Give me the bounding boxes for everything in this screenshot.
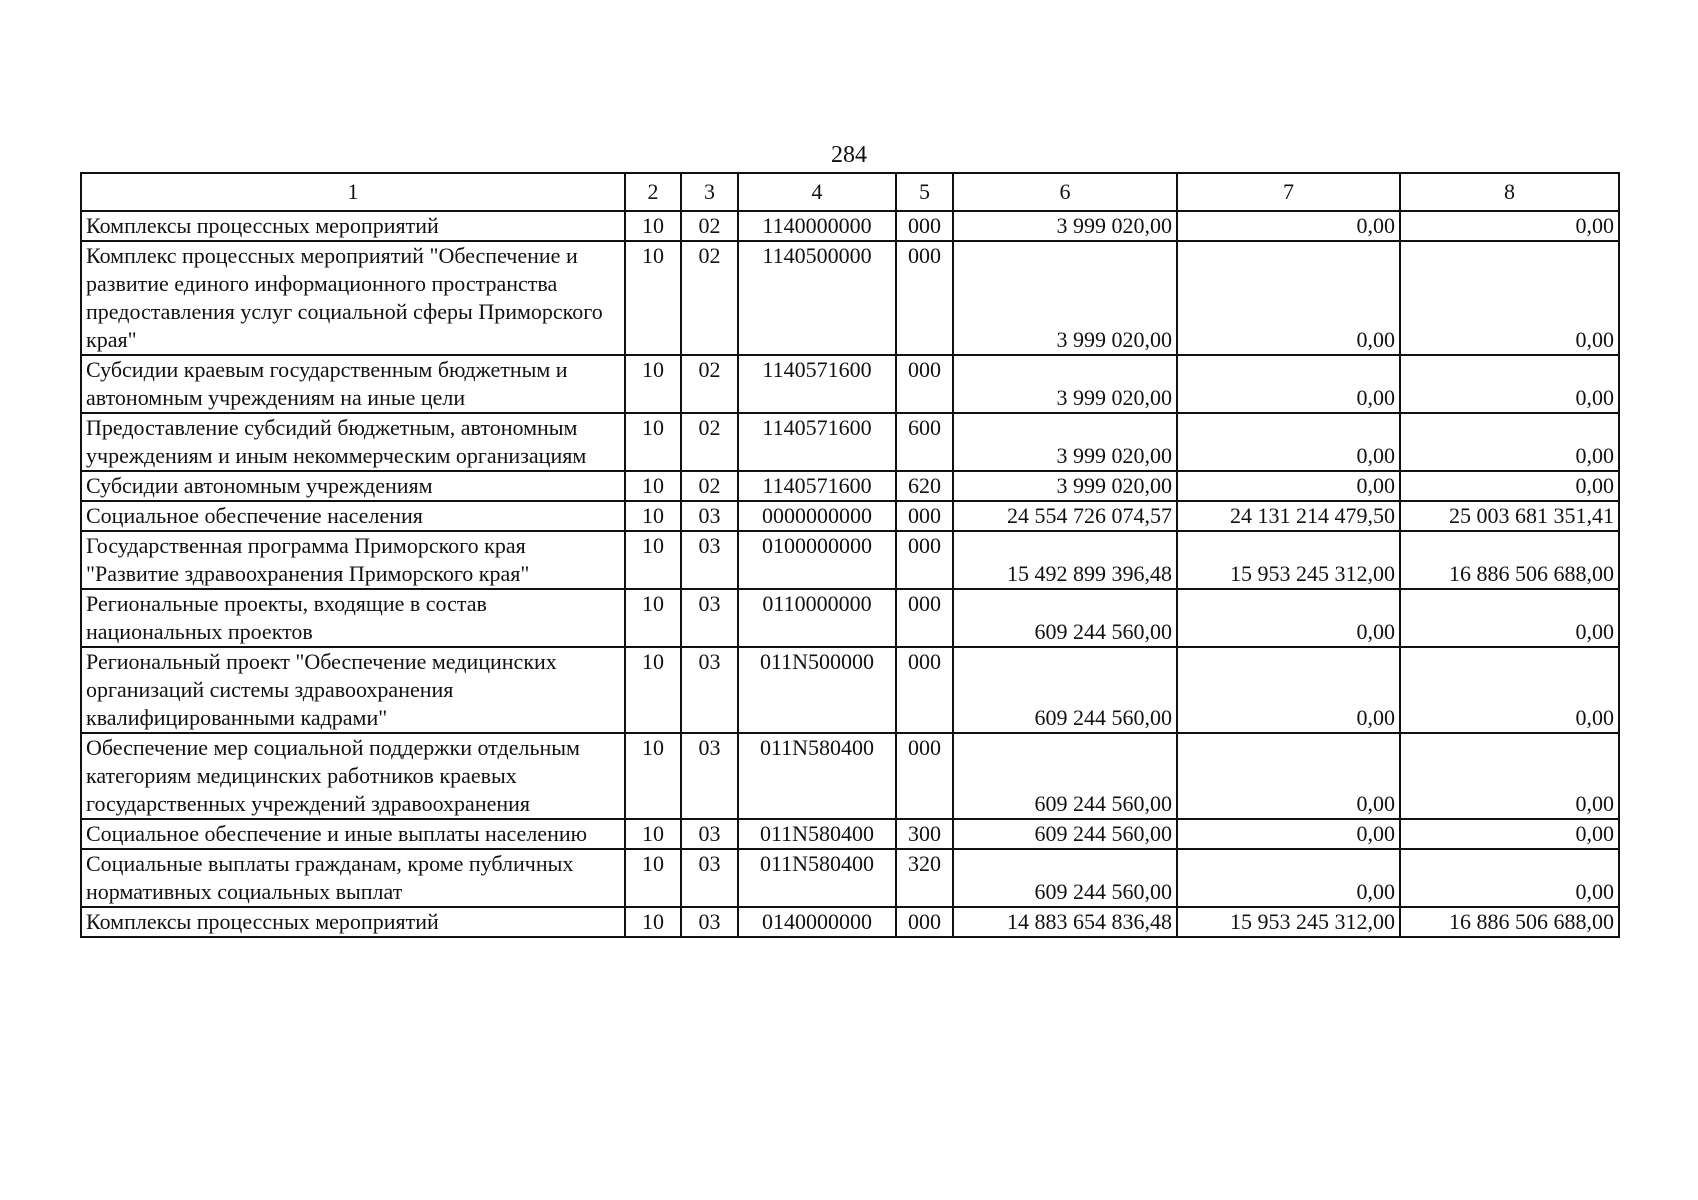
expense-type-cell: 000 bbox=[896, 647, 953, 733]
subsection-cell: 03 bbox=[681, 531, 738, 589]
amount-col6-cell: 24 554 726 074,57 bbox=[953, 501, 1177, 531]
expense-type-cell: 620 bbox=[896, 471, 953, 501]
amount-col6-cell: 15 492 899 396,48 bbox=[953, 531, 1177, 589]
section-cell: 10 bbox=[625, 501, 681, 531]
amount-col8-cell: 0,00 bbox=[1400, 647, 1619, 733]
amount-col8-cell: 0,00 bbox=[1400, 211, 1619, 241]
section-cell: 10 bbox=[625, 355, 681, 413]
expense-type-cell: 000 bbox=[896, 241, 953, 355]
row-name-cell: Социальное обеспечение населения bbox=[81, 501, 625, 531]
table-row bbox=[81, 849, 1619, 907]
section-cell: 10 bbox=[625, 907, 681, 937]
amount-col6-cell: 3 999 020,00 bbox=[953, 241, 1177, 355]
header-cell: 7 bbox=[1177, 173, 1400, 211]
amount-col8-cell: 0,00 bbox=[1400, 413, 1619, 471]
row-name-cell: Социальное обеспечение и иные выплаты населению bbox=[81, 819, 625, 849]
target-article-cell: 1140500000 bbox=[738, 241, 896, 355]
target-article-cell: 0140000000 bbox=[738, 907, 896, 937]
amount-col8-cell: 0,00 bbox=[1400, 849, 1619, 907]
expense-type-cell: 320 bbox=[896, 849, 953, 907]
amount-col8-cell: 0,00 bbox=[1400, 241, 1619, 355]
section-cell: 10 bbox=[625, 211, 681, 241]
table-row bbox=[81, 355, 1619, 413]
amount-col7-cell: 0,00 bbox=[1177, 819, 1400, 849]
target-article-cell: 011N580400 bbox=[738, 849, 896, 907]
target-article-cell: 1140000000 bbox=[738, 211, 896, 241]
amount-col7-cell: 0,00 bbox=[1177, 471, 1400, 501]
target-article-cell: 011N580400 bbox=[738, 733, 896, 819]
amount-col8-cell: 0,00 bbox=[1400, 733, 1619, 819]
row-name-cell: Государственная программа Приморского края "Развитие здравоохранения Приморского края" bbox=[81, 531, 625, 589]
amount-col7-cell: 0,00 bbox=[1177, 733, 1400, 819]
subsection-cell: 03 bbox=[681, 501, 738, 531]
target-article-cell: 1140571600 bbox=[738, 471, 896, 501]
target-article-cell: 011N500000 bbox=[738, 647, 896, 733]
expense-type-cell: 000 bbox=[896, 907, 953, 937]
table-row bbox=[81, 589, 1619, 647]
amount-col8-cell: 16 886 506 688,00 bbox=[1400, 531, 1619, 589]
target-article-cell: 1140571600 bbox=[738, 355, 896, 413]
table-row bbox=[81, 241, 1619, 355]
amount-col8-cell: 0,00 bbox=[1400, 819, 1619, 849]
expense-type-cell: 000 bbox=[896, 589, 953, 647]
subsection-cell: 02 bbox=[681, 211, 738, 241]
header-cell: 1 bbox=[81, 173, 625, 211]
expense-type-cell: 600 bbox=[896, 413, 953, 471]
row-name-cell: Субсидии автономным учреждениям bbox=[81, 471, 625, 501]
row-name-cell: Комплексы процессных мероприятий bbox=[81, 211, 625, 241]
table-row bbox=[81, 501, 1619, 531]
row-name-cell: Социальные выплаты гражданам, кроме публичных нормативных социальных выплат bbox=[81, 849, 625, 907]
row-name-cell: Обеспечение мер социальной поддержки отдельным категориям медицинских работников краевых государственных учреждений здравоохранения bbox=[81, 733, 625, 819]
target-article-cell: 1140571600 bbox=[738, 413, 896, 471]
subsection-cell: 03 bbox=[681, 733, 738, 819]
amount-col7-cell: 15 953 245 312,00 bbox=[1177, 531, 1400, 589]
subsection-cell: 02 bbox=[681, 413, 738, 471]
row-name-cell: Субсидии краевым государственным бюджетным и автономным учреждениям на иные цели bbox=[81, 355, 625, 413]
table-row bbox=[81, 907, 1619, 937]
row-name-cell: Комплексы процессных мероприятий bbox=[81, 907, 625, 937]
target-article-cell: 0110000000 bbox=[738, 589, 896, 647]
table-row bbox=[81, 471, 1619, 501]
subsection-cell: 02 bbox=[681, 471, 738, 501]
amount-col7-cell: 0,00 bbox=[1177, 589, 1400, 647]
section-cell: 10 bbox=[625, 647, 681, 733]
row-name-cell: Региональные проекты, входящие в состав национальных проектов bbox=[81, 589, 625, 647]
budget-table bbox=[80, 172, 1620, 938]
amount-col6-cell: 3 999 020,00 bbox=[953, 355, 1177, 413]
amount-col6-cell: 609 244 560,00 bbox=[953, 647, 1177, 733]
amount-col6-cell: 609 244 560,00 bbox=[953, 733, 1177, 819]
amount-col7-cell: 0,00 bbox=[1177, 413, 1400, 471]
section-cell: 10 bbox=[625, 531, 681, 589]
amount-col6-cell: 3 999 020,00 bbox=[953, 471, 1177, 501]
header-cell: 4 bbox=[738, 173, 896, 211]
header-cell: 3 bbox=[681, 173, 738, 211]
header-row bbox=[81, 173, 1619, 211]
amount-col6-cell: 14 883 654 836,48 bbox=[953, 907, 1177, 937]
amount-col8-cell: 0,00 bbox=[1400, 471, 1619, 501]
subsection-cell: 02 bbox=[681, 241, 738, 355]
amount-col8-cell: 25 003 681 351,41 bbox=[1400, 501, 1619, 531]
amount-col6-cell: 609 244 560,00 bbox=[953, 849, 1177, 907]
section-cell: 10 bbox=[625, 849, 681, 907]
amount-col8-cell: 0,00 bbox=[1400, 355, 1619, 413]
table-row bbox=[81, 733, 1619, 819]
table-row bbox=[81, 819, 1619, 849]
amount-col8-cell: 0,00 bbox=[1400, 589, 1619, 647]
subsection-cell: 03 bbox=[681, 849, 738, 907]
amount-col7-cell: 0,00 bbox=[1177, 647, 1400, 733]
amount-col7-cell: 0,00 bbox=[1177, 241, 1400, 355]
section-cell: 10 bbox=[625, 241, 681, 355]
amount-col6-cell: 609 244 560,00 bbox=[953, 819, 1177, 849]
row-name-cell: Региональный проект "Обеспечение медицинских организаций системы здравоохранения квалифицированными кадрами" bbox=[81, 647, 625, 733]
row-name-cell: Комплекс процессных мероприятий "Обеспечение и развитие единого информационного пространства предоставления услуг социальной сферы Приморского края" bbox=[81, 241, 625, 355]
header-cell: 6 bbox=[953, 173, 1177, 211]
subsection-cell: 03 bbox=[681, 647, 738, 733]
section-cell: 10 bbox=[625, 733, 681, 819]
amount-col7-cell: 0,00 bbox=[1177, 211, 1400, 241]
section-cell: 10 bbox=[625, 471, 681, 501]
header-cell: 8 bbox=[1400, 173, 1619, 211]
expense-type-cell: 000 bbox=[896, 211, 953, 241]
table-row bbox=[81, 647, 1619, 733]
amount-col8-cell: 16 886 506 688,00 bbox=[1400, 907, 1619, 937]
expense-type-cell: 000 bbox=[896, 501, 953, 531]
amount-col7-cell: 0,00 bbox=[1177, 355, 1400, 413]
expense-type-cell: 000 bbox=[896, 531, 953, 589]
subsection-cell: 02 bbox=[681, 355, 738, 413]
expense-type-cell: 000 bbox=[896, 733, 953, 819]
row-name-cell: Предоставление субсидий бюджетным, автономным учреждениям и иным некоммерческим организациям bbox=[81, 413, 625, 471]
target-article-cell: 0100000000 bbox=[738, 531, 896, 589]
amount-col7-cell: 24 131 214 479,50 bbox=[1177, 501, 1400, 531]
table-row bbox=[81, 531, 1619, 589]
amount-col7-cell: 0,00 bbox=[1177, 849, 1400, 907]
subsection-cell: 03 bbox=[681, 819, 738, 849]
subsection-cell: 03 bbox=[681, 907, 738, 937]
section-cell: 10 bbox=[625, 819, 681, 849]
subsection-cell: 03 bbox=[681, 589, 738, 647]
amount-col6-cell: 3 999 020,00 bbox=[953, 211, 1177, 241]
section-cell: 10 bbox=[625, 589, 681, 647]
table-row bbox=[81, 413, 1619, 471]
target-article-cell: 011N580400 bbox=[738, 819, 896, 849]
section-cell: 10 bbox=[625, 413, 681, 471]
page-number: 284 bbox=[831, 142, 867, 168]
expense-type-cell: 300 bbox=[896, 819, 953, 849]
header-cell: 5 bbox=[896, 173, 953, 211]
amount-col7-cell: 15 953 245 312,00 bbox=[1177, 907, 1400, 937]
target-article-cell: 0000000000 bbox=[738, 501, 896, 531]
amount-col6-cell: 609 244 560,00 bbox=[953, 589, 1177, 647]
header-cell: 2 bbox=[625, 173, 681, 211]
table-row bbox=[81, 211, 1619, 241]
amount-col6-cell: 3 999 020,00 bbox=[953, 413, 1177, 471]
expense-type-cell: 000 bbox=[896, 355, 953, 413]
